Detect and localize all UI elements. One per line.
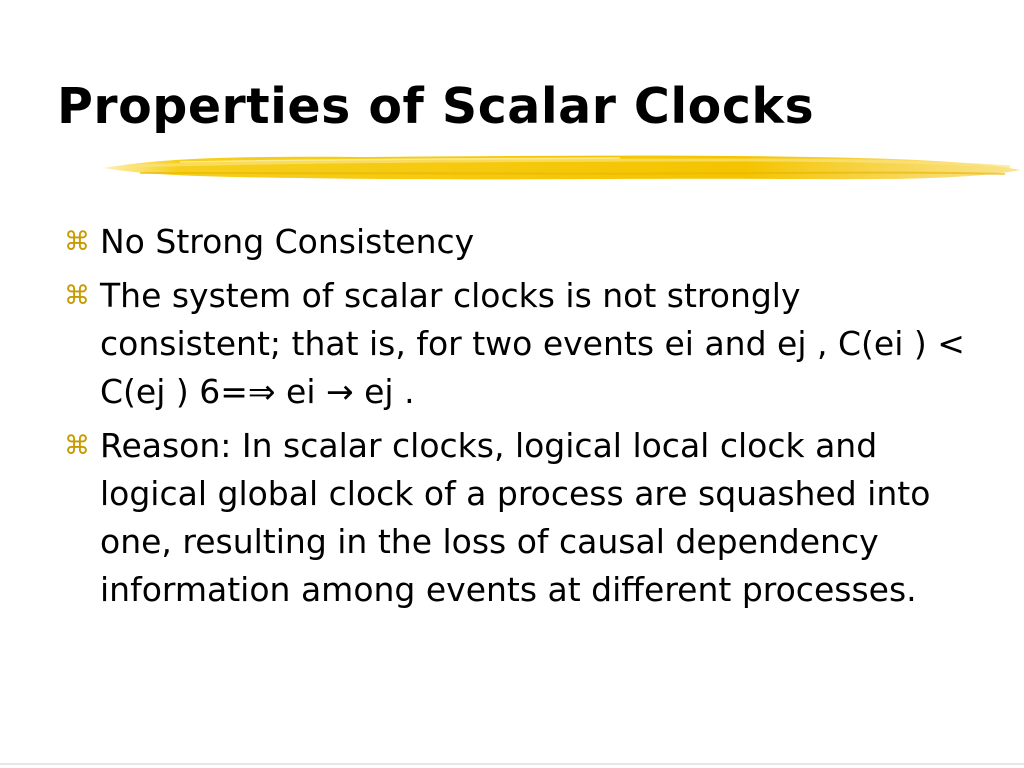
- command-key-icon: ⌘: [64, 281, 90, 311]
- command-key-icon: ⌘: [64, 431, 90, 461]
- bottom-divider: [0, 763, 1024, 765]
- bullet-item: [60, 218, 980, 266]
- slide-title: Properties of Scalar Clocks: [57, 78, 815, 135]
- bullet-item: [60, 272, 980, 416]
- command-key-icon: ⌘: [64, 227, 90, 257]
- bullet-text: The system of scalar clocks is not strongly consistent; that is, for two events ei and ej , C(ei ) < C(ej ) 6=⇒ ei → ej .: [100, 276, 965, 411]
- bullet-item: [60, 422, 980, 614]
- bullet-text: Reason: In scalar clocks, logical local clock and logical global clock of a process are squashed into one, resulting in the loss of causal dependency information among events at different processes.: [100, 426, 931, 609]
- bullet-text: No Strong Consistency: [100, 222, 475, 261]
- bullet-list: [60, 218, 980, 620]
- title-underline-brushstroke: [100, 148, 1024, 188]
